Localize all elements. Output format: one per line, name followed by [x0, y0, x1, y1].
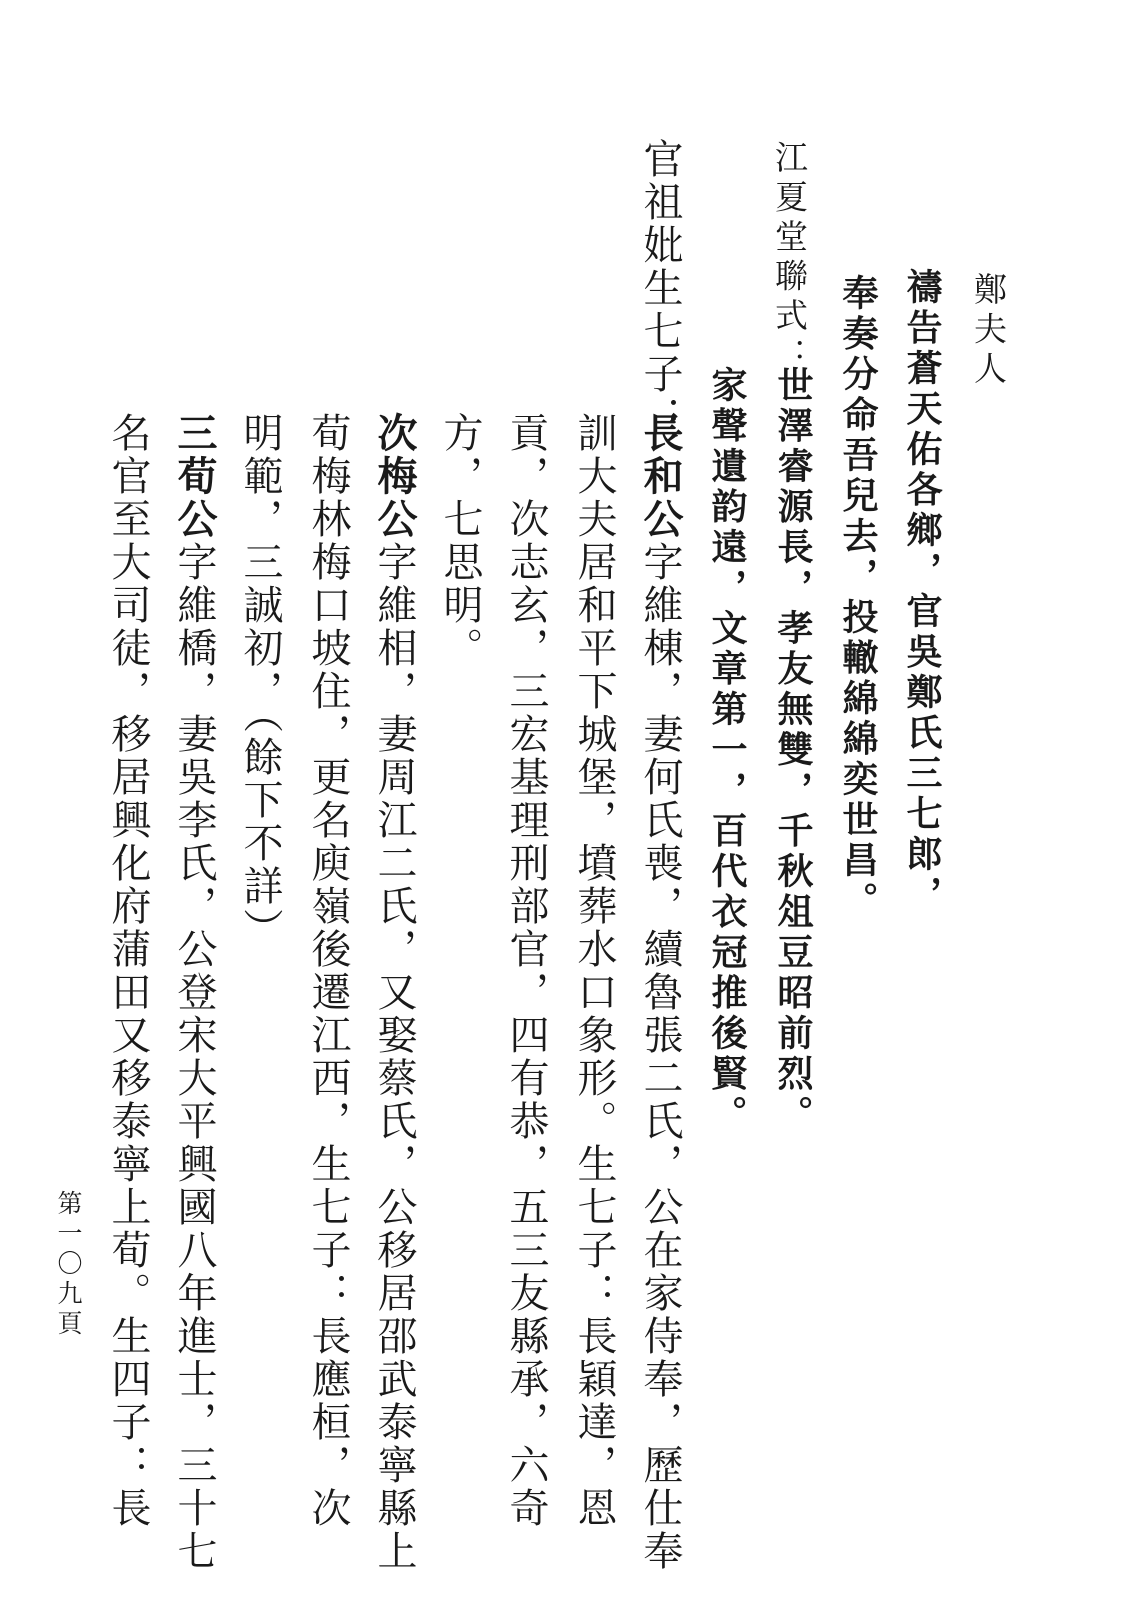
son-2-line-3: 明範，三誠初，（餘下不詳） — [237, 412, 283, 951]
son-3-text-1: 字維橋，妻吳李氏，公登宋大平興國八年進士，三十七 — [171, 541, 217, 1573]
page-number: 第一〇九頁 — [54, 1190, 83, 1340]
son-1-name: 長和公 — [637, 412, 684, 541]
son-3-line-1 — [171, 412, 218, 1573]
son-3-name: 三荀公 — [171, 412, 218, 541]
couplet2-line-2: 家聲遺韵遠，文章第一，百代衣冠推後賢。 — [706, 366, 748, 1136]
son-1-line-3: 貢，次志玄，三宏基理刑部官，四有恭，五三友縣承，六奇 — [503, 412, 549, 1530]
couplet-line-1: 禱告蒼天佑各鄉，官吳鄭氏三七郎， — [901, 268, 943, 916]
couplet2-line-1: 世澤睿源長，孝友無雙，千秋俎豆昭前烈。 — [772, 366, 814, 1136]
couplet-title: 江夏堂聯式： — [770, 140, 809, 377]
son-1-line-2: 訓大夫居和平下城堡，墳葬水口象形。生七子：長穎達，恩 — [571, 412, 617, 1530]
couplet-heading: 鄭夫人 — [969, 272, 1008, 391]
son-2-text-1: 字維相，妻周江二氏，又娶蔡氏，公移居邵武泰寧縣上 — [371, 541, 417, 1573]
genealogy-intro: 官祖妣生七子： — [637, 138, 683, 439]
son-1-line-1 — [637, 412, 684, 1573]
couplet-line-2: 奉奏分命吾兒去，投轍綿綿奕世昌。 — [837, 274, 879, 922]
son-2-line-1 — [371, 412, 418, 1573]
son-3-line-2: 名官至大司徒，移居興化府蒲田又移泰寧上荀。生四子：長 — [105, 412, 151, 1530]
son-2-line-2: 荀梅林梅口坡住，更名庾嶺後遷江西，生七子：長應桓，次 — [305, 412, 351, 1530]
son-1-text-1: 字維棟，妻何氏喪，續魯張二氏，公在家侍奉，歷仕奉 — [637, 541, 683, 1573]
son-2-name: 次梅公 — [371, 412, 418, 541]
son-1-line-4: 方，七思明。 — [437, 412, 483, 670]
